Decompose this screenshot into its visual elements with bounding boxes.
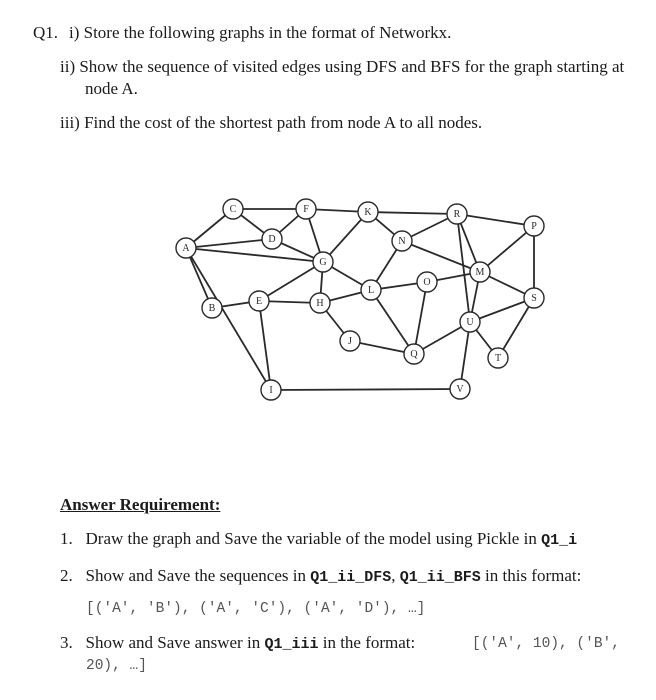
answer-item-3-format-line2: 20), …] bbox=[86, 658, 147, 674]
node-C bbox=[223, 199, 243, 219]
node-B bbox=[202, 298, 222, 318]
node-H bbox=[310, 293, 330, 313]
node-label-P: P bbox=[531, 221, 537, 232]
node-U bbox=[460, 312, 480, 332]
answer-item-3-format-line1: [('A', 10), ('B', bbox=[472, 636, 620, 652]
edge-R-P bbox=[457, 214, 534, 226]
node-A bbox=[176, 238, 196, 258]
node-Q bbox=[404, 344, 424, 364]
edge-A-I bbox=[186, 248, 271, 390]
answer-item-2-dfs-variable: Q1_ii_DFS bbox=[310, 569, 392, 586]
node-label-B: B bbox=[208, 303, 216, 314]
answer-heading: Answer Requirement: bbox=[60, 495, 221, 514]
node-label-M: M bbox=[475, 267, 485, 278]
edge-I-V bbox=[271, 389, 460, 390]
answer-item-2-tail: in this format: bbox=[480, 566, 582, 585]
answer-item-3-number: 3. bbox=[60, 633, 73, 652]
question-part-i: i) Store the following graphs in the format of Networkx. bbox=[69, 23, 452, 42]
answer-item-3-variable: Q1_iii bbox=[264, 636, 319, 653]
answer-item-1-number: 1. bbox=[60, 529, 73, 548]
node-M bbox=[470, 262, 490, 282]
node-label-L: L bbox=[367, 285, 375, 296]
node-D bbox=[262, 229, 282, 249]
answer-item-1 bbox=[60, 528, 577, 552]
edge-K-R bbox=[368, 212, 457, 214]
node-label-V: V bbox=[456, 384, 464, 395]
node-label-I: I bbox=[269, 385, 273, 396]
node-label-K: K bbox=[364, 207, 372, 218]
question-part-iii: iii) Find the cost of the shortest path from node A to all nodes. bbox=[60, 113, 483, 132]
node-S bbox=[524, 288, 544, 308]
node-K bbox=[358, 202, 378, 222]
edge-N-M bbox=[402, 241, 480, 272]
node-label-T: T bbox=[494, 353, 502, 364]
edge-O-Q bbox=[414, 282, 427, 354]
node-J bbox=[340, 331, 360, 351]
answer-item-3 bbox=[60, 632, 415, 656]
question-part-ii-line2: node A. bbox=[85, 79, 138, 98]
node-V bbox=[450, 379, 470, 399]
node-I bbox=[261, 380, 281, 400]
question-q1-prefix: Q1. bbox=[33, 23, 59, 42]
answer-item-2 bbox=[60, 565, 581, 589]
answer-item-3-text: Show and Save answer in bbox=[85, 633, 265, 652]
answer-item-2-text: Show and Save the sequences in bbox=[85, 566, 311, 585]
answer-item-2-separator: , bbox=[391, 566, 400, 585]
answer-item-3-tail: in the format: bbox=[318, 633, 416, 652]
node-E bbox=[249, 291, 269, 311]
node-label-O: O bbox=[423, 277, 431, 288]
answer-item-1-text: Draw the graph and Save the variable of the model using Pickle in bbox=[85, 529, 542, 548]
answer-item-2-format: [('A', 'B'), ('A', 'C'), ('A', 'D'), …] bbox=[86, 601, 426, 617]
node-R bbox=[447, 204, 467, 224]
answer-item-1-variable: Q1_i bbox=[541, 532, 578, 549]
node-label-Q: Q bbox=[410, 349, 418, 360]
answer-item-2-bfs-variable: Q1_ii_BFS bbox=[399, 569, 481, 586]
node-label-S: S bbox=[531, 293, 537, 304]
node-label-J: J bbox=[348, 336, 352, 347]
answer-item-2-number: 2. bbox=[60, 566, 73, 585]
node-label-H: H bbox=[316, 298, 324, 309]
edge-A-G bbox=[186, 248, 323, 262]
node-L bbox=[361, 280, 381, 300]
node-label-G: G bbox=[319, 257, 327, 268]
node-O bbox=[417, 272, 437, 292]
node-F bbox=[296, 199, 316, 219]
node-label-E: E bbox=[255, 296, 263, 307]
node-G bbox=[313, 252, 333, 272]
node-label-N: N bbox=[398, 236, 406, 247]
node-label-D: D bbox=[268, 234, 276, 245]
node-label-A: A bbox=[182, 243, 190, 254]
node-label-U: U bbox=[466, 317, 474, 328]
node-label-R: R bbox=[453, 209, 461, 220]
question-part-ii-line1: ii) Show the sequence of visited edges using DFS and BFS for the graph starting at bbox=[60, 57, 625, 76]
edge-A-D bbox=[186, 239, 272, 248]
edge-E-I bbox=[259, 301, 271, 390]
node-P bbox=[524, 216, 544, 236]
edge-L-Q bbox=[371, 290, 414, 354]
node-T bbox=[488, 348, 508, 368]
node-label-F: F bbox=[303, 204, 309, 215]
node-label-C: C bbox=[229, 204, 237, 215]
node-N bbox=[392, 231, 412, 251]
